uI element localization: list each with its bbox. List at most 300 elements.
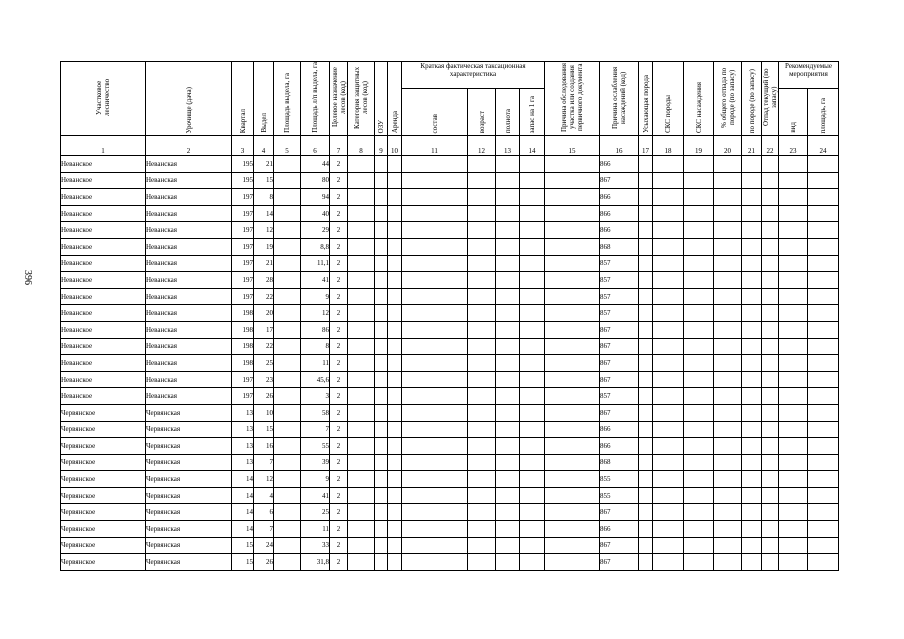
cell-empty	[714, 454, 742, 471]
cell-cause: 866	[600, 438, 639, 455]
cell-empty	[520, 338, 545, 355]
cell-plot: 7	[254, 454, 274, 471]
cell-empty	[762, 222, 779, 239]
cell-unit-area: 58	[301, 404, 330, 421]
cell-empty	[742, 172, 762, 189]
column-number: 11	[402, 136, 468, 156]
cell-empty	[714, 321, 742, 338]
cell-empty	[653, 454, 684, 471]
cell-empty	[520, 205, 545, 222]
header-lease: Аренда	[388, 62, 402, 136]
header-cause: Причина ослабления насаждений (код)	[600, 62, 639, 136]
cell-empty	[742, 355, 762, 372]
header-sks-species: СКС породы	[653, 62, 684, 136]
cell-empty	[545, 554, 600, 571]
cell-empty	[639, 554, 653, 571]
cell-empty	[545, 487, 600, 504]
cell-empty	[653, 554, 684, 571]
cell-unit-area: 29	[301, 222, 330, 239]
table-row	[61, 371, 839, 388]
cell-cause: 868	[600, 454, 639, 471]
cell-empty	[684, 504, 714, 521]
cell-empty	[779, 438, 808, 455]
cell-empty	[684, 288, 714, 305]
cell-empty	[779, 255, 808, 272]
cell-empty	[762, 521, 779, 538]
cell-empty	[468, 454, 496, 471]
cell-cause: 867	[600, 537, 639, 554]
cell-empty	[779, 521, 808, 538]
cell-plot: 25	[254, 355, 274, 372]
cell-empty	[375, 205, 388, 222]
cell-plot-area	[274, 554, 301, 571]
cell-empty	[388, 504, 402, 521]
cell-empty	[348, 189, 375, 206]
cell-empty	[762, 205, 779, 222]
cell-quarter: 14	[232, 504, 254, 521]
cell-empty	[348, 471, 375, 488]
cell-empty	[388, 388, 402, 405]
cell-cause: 867	[600, 338, 639, 355]
cell-plot: 12	[254, 471, 274, 488]
cell-empty	[402, 338, 468, 355]
cell-empty	[639, 172, 653, 189]
cell-unit-area: 11	[301, 355, 330, 372]
cell-cause: 855	[600, 471, 639, 488]
cell-empty	[496, 521, 520, 538]
cell-tract: Червянская	[146, 421, 232, 438]
cell-empty	[808, 554, 839, 571]
cell-empty	[496, 272, 520, 289]
cell-tract: Неванская	[146, 255, 232, 272]
cell-empty	[468, 338, 496, 355]
cell-empty	[520, 388, 545, 405]
cell-plot: 21	[254, 255, 274, 272]
cell-empty	[762, 238, 779, 255]
column-number-row	[61, 136, 839, 156]
cell-empty	[639, 421, 653, 438]
cell-purpose: 2	[330, 272, 348, 289]
cell-empty	[639, 288, 653, 305]
cell-empty	[762, 537, 779, 554]
cell-empty	[468, 471, 496, 488]
cell-empty	[402, 421, 468, 438]
table-row	[61, 338, 839, 355]
cell-purpose: 2	[330, 554, 348, 571]
cell-empty	[375, 255, 388, 272]
cell-forestry: Неванское	[61, 222, 146, 239]
cell-forestry: Неванское	[61, 321, 146, 338]
cell-purpose: 2	[330, 487, 348, 504]
cell-empty	[639, 189, 653, 206]
cell-unit-area: 11	[301, 521, 330, 538]
cell-empty	[808, 338, 839, 355]
cell-empty	[520, 404, 545, 421]
cell-empty	[653, 471, 684, 488]
cell-cause: 867	[600, 172, 639, 189]
cell-empty	[653, 321, 684, 338]
cell-plot-area	[274, 438, 301, 455]
table-row	[61, 504, 839, 521]
cell-empty	[520, 471, 545, 488]
cell-purpose: 2	[330, 172, 348, 189]
cell-purpose: 2	[330, 537, 348, 554]
cell-purpose: 2	[330, 388, 348, 405]
cell-empty	[402, 454, 468, 471]
cell-empty	[684, 255, 714, 272]
cell-quarter: 14	[232, 471, 254, 488]
cell-plot: 4	[254, 487, 274, 504]
cell-empty	[742, 421, 762, 438]
cell-empty	[653, 537, 684, 554]
cell-quarter: 197	[232, 222, 254, 239]
cell-plot: 23	[254, 371, 274, 388]
cell-empty	[742, 371, 762, 388]
cell-plot: 16	[254, 438, 274, 455]
cell-cause: 857	[600, 288, 639, 305]
cell-plot: 22	[254, 338, 274, 355]
cell-empty	[639, 205, 653, 222]
cell-empty	[779, 189, 808, 206]
cell-empty	[375, 288, 388, 305]
cell-empty	[388, 288, 402, 305]
cell-empty	[762, 288, 779, 305]
cell-empty	[742, 189, 762, 206]
cell-plot-area	[274, 537, 301, 554]
cell-empty	[348, 288, 375, 305]
cell-empty	[762, 172, 779, 189]
cell-empty	[779, 371, 808, 388]
cell-empty	[808, 189, 839, 206]
cell-empty	[375, 404, 388, 421]
cell-empty	[545, 471, 600, 488]
cell-empty	[653, 238, 684, 255]
cell-empty	[684, 222, 714, 239]
cell-empty	[808, 305, 839, 322]
cell-empty	[520, 521, 545, 538]
cell-empty	[808, 454, 839, 471]
header-type: вид	[779, 89, 808, 136]
cell-empty	[348, 305, 375, 322]
cell-purpose: 2	[330, 338, 348, 355]
cell-empty	[545, 355, 600, 372]
cell-tract: Червянская	[146, 504, 232, 521]
cell-empty	[468, 205, 496, 222]
cell-forestry: Неванское	[61, 388, 146, 405]
cell-empty	[468, 321, 496, 338]
cell-empty	[714, 305, 742, 322]
header-composition: состав	[402, 89, 468, 136]
cell-empty	[496, 454, 520, 471]
cell-plot: 19	[254, 238, 274, 255]
table-row	[61, 404, 839, 421]
cell-empty	[375, 189, 388, 206]
column-number: 7	[330, 136, 348, 156]
cell-empty	[653, 404, 684, 421]
cell-empty	[808, 205, 839, 222]
cell-empty	[348, 421, 375, 438]
cell-empty	[684, 388, 714, 405]
cell-empty	[684, 487, 714, 504]
cell-unit-area: 45,6	[301, 371, 330, 388]
cell-empty	[639, 537, 653, 554]
cell-tract: Неванская	[146, 156, 232, 173]
cell-empty	[468, 487, 496, 504]
cell-empty	[375, 521, 388, 538]
cell-empty	[468, 288, 496, 305]
cell-quarter: 197	[232, 255, 254, 272]
cell-empty	[762, 471, 779, 488]
table-row	[61, 454, 839, 471]
cell-empty	[388, 222, 402, 239]
cell-empty	[545, 537, 600, 554]
cell-unit-area: 44	[301, 156, 330, 173]
cell-plot-area	[274, 404, 301, 421]
cell-plot-area	[274, 454, 301, 471]
cell-empty	[742, 454, 762, 471]
cell-cause: 867	[600, 355, 639, 372]
header-category: Категория защитных лесов (код)	[348, 62, 375, 136]
cell-empty	[742, 471, 762, 488]
table-row	[61, 238, 839, 255]
cell-empty	[348, 238, 375, 255]
column-number: 12	[468, 136, 496, 156]
cell-plot-area	[274, 189, 301, 206]
cell-empty	[468, 438, 496, 455]
cell-unit-area: 41	[301, 272, 330, 289]
cell-empty	[653, 355, 684, 372]
cell-empty	[684, 554, 714, 571]
cell-empty	[808, 272, 839, 289]
cell-forestry: Червянское	[61, 454, 146, 471]
header-forestry: Участковое лесничество	[61, 62, 146, 136]
cell-empty	[653, 371, 684, 388]
cell-empty	[388, 205, 402, 222]
cell-empty	[639, 388, 653, 405]
cell-empty	[714, 521, 742, 538]
column-number: 9	[375, 136, 388, 156]
cell-empty	[684, 355, 714, 372]
cell-empty	[496, 371, 520, 388]
cell-empty	[714, 371, 742, 388]
cell-tract: Червянская	[146, 487, 232, 504]
forest-survey-table	[60, 61, 839, 571]
cell-empty	[653, 504, 684, 521]
cell-tract: Неванская	[146, 355, 232, 372]
cell-quarter: 198	[232, 355, 254, 372]
cell-plot-area	[274, 504, 301, 521]
cell-empty	[375, 238, 388, 255]
cell-quarter: 13	[232, 454, 254, 471]
cell-quarter: 13	[232, 404, 254, 421]
cell-plot-area	[274, 355, 301, 372]
cell-empty	[762, 255, 779, 272]
cell-cause: 866	[600, 421, 639, 438]
cell-empty	[714, 438, 742, 455]
cell-empty	[653, 388, 684, 405]
cell-empty	[779, 355, 808, 372]
cell-empty	[402, 272, 468, 289]
cell-empty	[496, 321, 520, 338]
cell-forestry: Червянское	[61, 554, 146, 571]
cell-purpose: 2	[330, 222, 348, 239]
cell-empty	[779, 156, 808, 173]
cell-empty	[742, 205, 762, 222]
cell-empty	[762, 305, 779, 322]
cell-quarter: 14	[232, 521, 254, 538]
cell-empty	[348, 504, 375, 521]
cell-empty	[468, 355, 496, 372]
cell-purpose: 2	[330, 305, 348, 322]
cell-empty	[742, 238, 762, 255]
cell-empty	[375, 371, 388, 388]
cell-tract: Неванская	[146, 222, 232, 239]
cell-empty	[468, 222, 496, 239]
cell-empty	[520, 438, 545, 455]
cell-empty	[402, 355, 468, 372]
cell-empty	[468, 189, 496, 206]
cell-purpose: 2	[330, 156, 348, 173]
cell-empty	[639, 521, 653, 538]
table-row	[61, 205, 839, 222]
cell-empty	[520, 554, 545, 571]
cell-empty	[808, 421, 839, 438]
cell-tract: Червянская	[146, 404, 232, 421]
cell-empty	[402, 554, 468, 571]
cell-empty	[545, 421, 600, 438]
cell-empty	[653, 222, 684, 239]
cell-empty	[375, 537, 388, 554]
cell-unit-area: 94	[301, 189, 330, 206]
cell-purpose: 2	[330, 371, 348, 388]
cell-empty	[375, 471, 388, 488]
cell-empty	[520, 238, 545, 255]
cell-empty	[468, 504, 496, 521]
cell-empty	[496, 438, 520, 455]
cell-plot-area	[274, 222, 301, 239]
cell-empty	[653, 255, 684, 272]
column-number: 15	[545, 136, 600, 156]
cell-empty	[375, 487, 388, 504]
column-number: 4	[254, 136, 274, 156]
cell-empty	[639, 156, 653, 173]
column-number: 16	[600, 136, 639, 156]
cell-plot-area	[274, 255, 301, 272]
header-pct-extra: Отпад текущий (по запасу)	[762, 62, 779, 136]
table-row	[61, 554, 839, 571]
cell-empty	[742, 438, 762, 455]
cell-empty	[742, 404, 762, 421]
header-ozu: ОЗУ	[375, 62, 388, 136]
cell-quarter: 197	[232, 205, 254, 222]
cell-empty	[496, 487, 520, 504]
cell-quarter: 197	[232, 371, 254, 388]
cell-plot-area	[274, 471, 301, 488]
cell-empty	[714, 172, 742, 189]
table-row	[61, 172, 839, 189]
cell-empty	[402, 521, 468, 538]
cell-plot-area	[274, 371, 301, 388]
cell-empty	[402, 172, 468, 189]
cell-cause: 866	[600, 189, 639, 206]
cell-tract: Неванская	[146, 305, 232, 322]
cell-forestry: Неванское	[61, 205, 146, 222]
cell-empty	[496, 504, 520, 521]
cell-empty	[468, 305, 496, 322]
cell-empty	[714, 338, 742, 355]
cell-empty	[545, 504, 600, 521]
cell-empty	[545, 438, 600, 455]
cell-empty	[808, 156, 839, 173]
cell-quarter: 14	[232, 487, 254, 504]
cell-empty	[762, 272, 779, 289]
cell-empty	[375, 156, 388, 173]
cell-empty	[375, 454, 388, 471]
cell-empty	[496, 156, 520, 173]
table-row	[61, 156, 839, 173]
cell-tract: Неванская	[146, 321, 232, 338]
table-row	[61, 189, 839, 206]
cell-plot: 22	[254, 288, 274, 305]
cell-empty	[520, 156, 545, 173]
column-number: 19	[684, 136, 714, 156]
header-pct-species: по породе (по запасу)	[742, 62, 762, 136]
cell-empty	[520, 255, 545, 272]
cell-empty	[468, 255, 496, 272]
cell-empty	[348, 521, 375, 538]
cell-empty	[684, 321, 714, 338]
column-number: 24	[808, 136, 839, 156]
cell-empty	[684, 272, 714, 289]
cell-empty	[348, 454, 375, 471]
cell-cause: 857	[600, 272, 639, 289]
cell-plot: 21	[254, 156, 274, 173]
cell-empty	[375, 321, 388, 338]
table-row	[61, 487, 839, 504]
cell-empty	[653, 305, 684, 322]
cell-empty	[468, 371, 496, 388]
column-number: 13	[496, 136, 520, 156]
cell-empty	[348, 537, 375, 554]
cell-empty	[714, 222, 742, 239]
cell-empty	[779, 487, 808, 504]
cell-forestry: Неванское	[61, 288, 146, 305]
cell-empty	[653, 172, 684, 189]
cell-empty	[402, 388, 468, 405]
cell-empty	[714, 156, 742, 173]
cell-empty	[496, 238, 520, 255]
cell-cause: 867	[600, 554, 639, 571]
table-row	[61, 388, 839, 405]
cell-empty	[714, 504, 742, 521]
cell-empty	[375, 172, 388, 189]
cell-empty	[779, 471, 808, 488]
cell-empty	[388, 189, 402, 206]
cell-empty	[762, 487, 779, 504]
cell-empty	[468, 521, 496, 538]
cell-empty	[779, 504, 808, 521]
cell-empty	[402, 537, 468, 554]
cell-empty	[808, 288, 839, 305]
cell-cause: 866	[600, 222, 639, 239]
cell-empty	[714, 189, 742, 206]
cell-empty	[496, 205, 520, 222]
cell-empty	[520, 504, 545, 521]
survey-table-sheet	[60, 61, 839, 571]
cell-empty	[684, 305, 714, 322]
cell-plot: 26	[254, 554, 274, 571]
cell-empty	[402, 305, 468, 322]
